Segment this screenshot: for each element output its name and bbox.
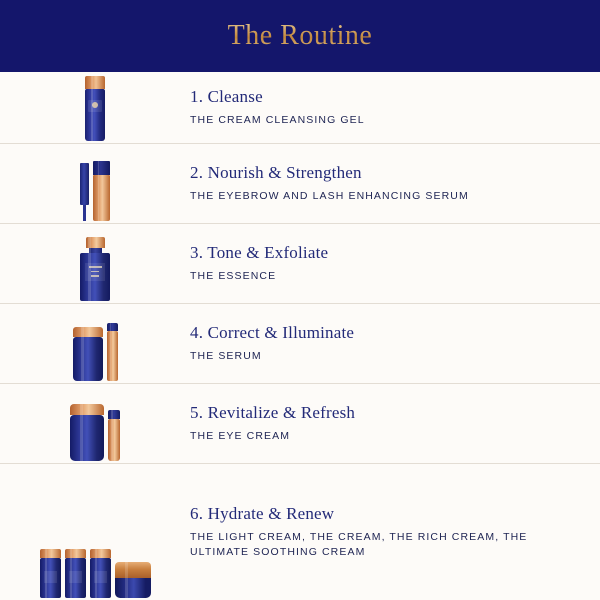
step-title: 3. Tone & Exfoliate — [190, 242, 329, 262]
serum-applicator-icon — [107, 323, 118, 381]
poster-header — [0, 0, 600, 72]
step-text — [190, 403, 600, 444]
step-title: 5. Revitalize & Refresh — [190, 402, 356, 422]
routine-step-list — [0, 72, 600, 600]
product-image-cleanser — [0, 72, 190, 143]
step-title: 4. Correct & Illuminate — [190, 322, 355, 342]
light-cream-bottle-icon — [40, 549, 61, 598]
routine-step-row[interactable] — [0, 72, 600, 144]
ultimate-soothing-cream-jar-icon — [115, 562, 151, 598]
eye-cream-tube-icon — [108, 410, 120, 461]
step-text — [190, 504, 600, 560]
product-image-essence — [0, 224, 190, 303]
step-subtitle: THE EYE CREAM — [190, 429, 291, 442]
routine-step-row[interactable] — [0, 384, 600, 464]
cream-bottle-icon — [65, 549, 86, 598]
routine-step-row[interactable] — [0, 144, 600, 224]
step-subtitle: THE SERUM — [190, 349, 262, 362]
cleansing-gel-tube-icon — [85, 76, 105, 141]
eye-cream-bottle-icon — [70, 404, 104, 461]
step-title: 6. Hydrate & Renew — [190, 503, 335, 523]
product-image-serum — [0, 304, 190, 383]
step-text — [190, 323, 600, 364]
routine-step-row[interactable] — [0, 464, 600, 600]
essence-bottle-icon — [80, 237, 110, 301]
page-title: The Routine — [227, 20, 373, 51]
product-image-brow-serum — [0, 144, 190, 223]
lash-serum-wand-icon — [80, 163, 89, 221]
step-title: 2. Nourish & Strengthen — [190, 162, 362, 182]
product-image-cream-collection — [0, 464, 190, 600]
routine-step-row[interactable] — [0, 224, 600, 304]
step-text — [190, 87, 600, 128]
lash-serum-tube-icon — [93, 161, 110, 221]
step-text — [190, 163, 600, 204]
serum-jar-icon — [73, 327, 103, 381]
step-subtitle: THE ESSENCE — [190, 269, 277, 282]
step-text — [190, 243, 600, 284]
product-image-eye-cream — [0, 384, 190, 463]
step-subtitle: THE LIGHT CREAM, THE CREAM, THE RICH CREAM, THE ULTIMATE SOOTHING CREAM — [190, 530, 528, 558]
routine-step-row[interactable] — [0, 304, 600, 384]
step-title: 1. Cleanse — [190, 86, 263, 106]
step-subtitle: THE EYEBROW AND LASH ENHANCING SERUM — [190, 189, 469, 202]
rich-cream-bottle-icon — [90, 549, 111, 598]
step-subtitle: THE CREAM CLEANSING GEL — [190, 113, 365, 126]
